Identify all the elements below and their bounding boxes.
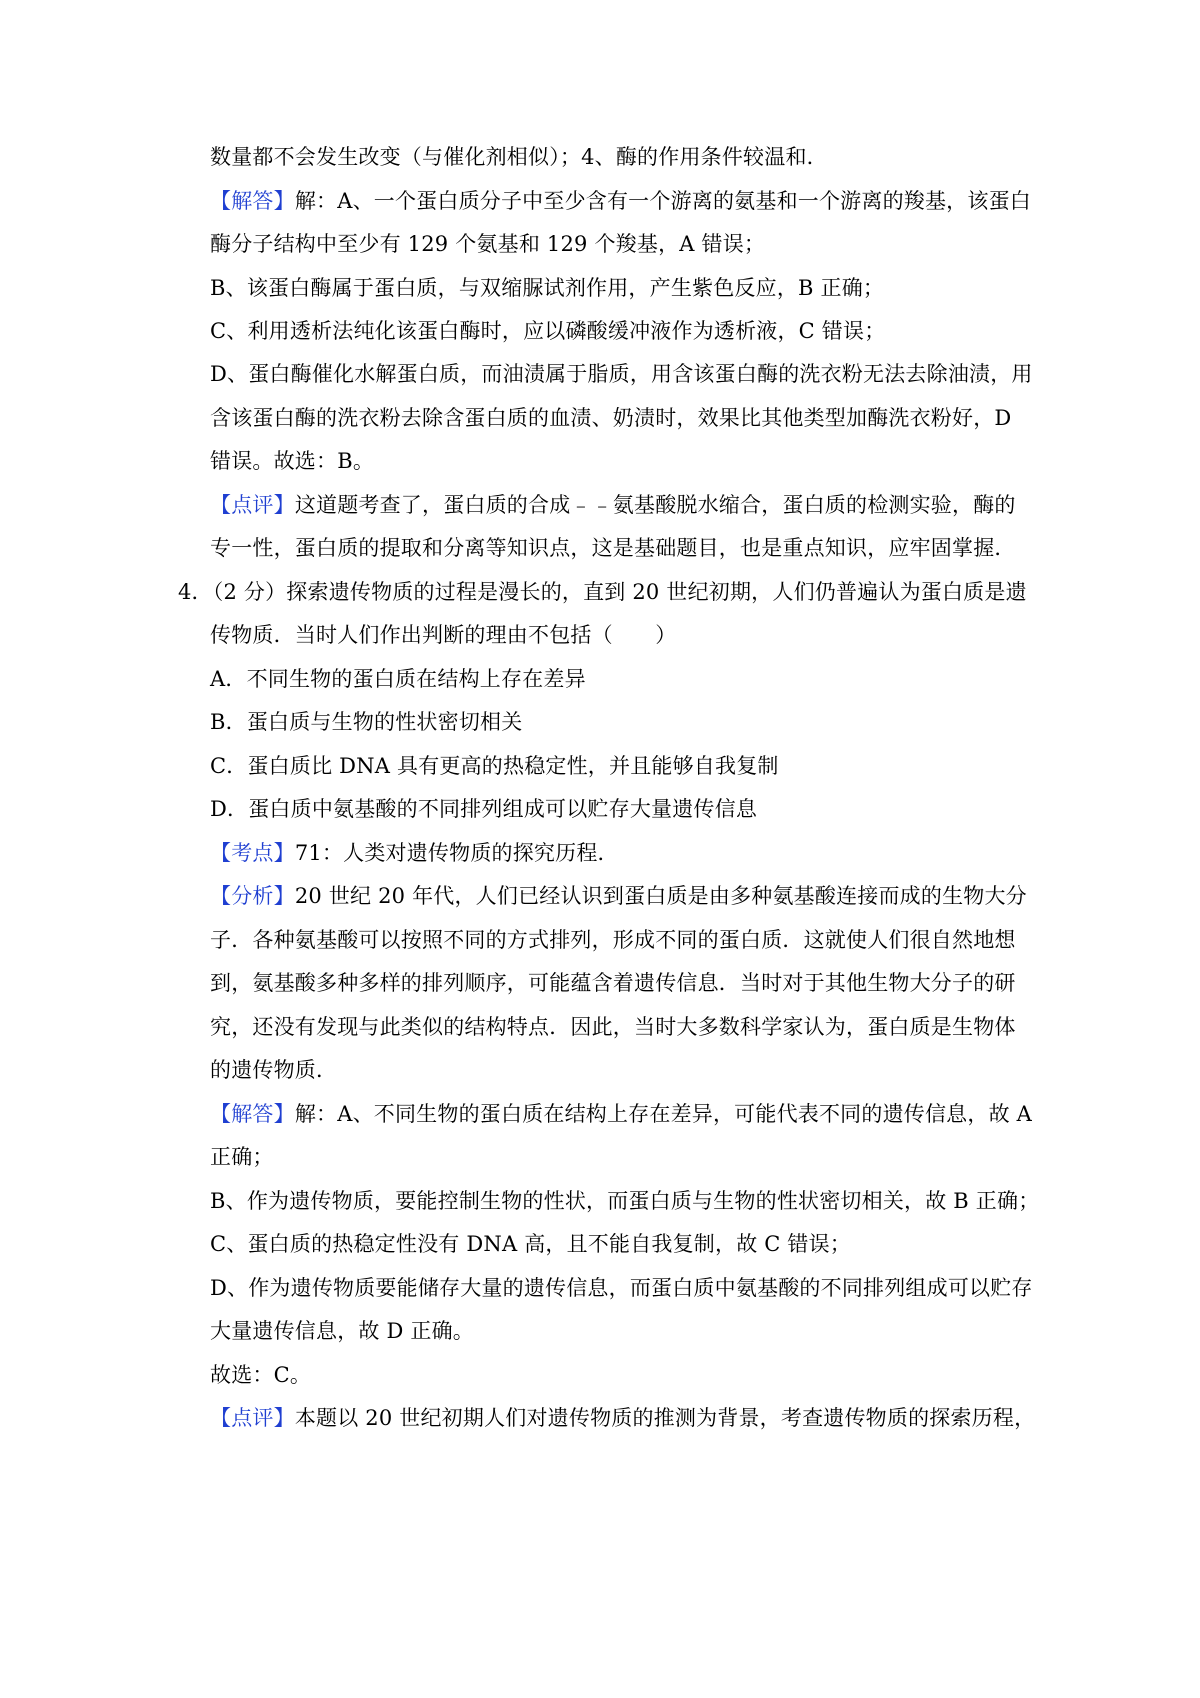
review-text-1: 本题以 20 世纪初期人们对遗传物质的推测为背景，考查遗传物质的探索历程， [294,1406,1036,1430]
prev-review-text-1: 这道题考查了，蛋白质的合成﹣﹣氨基酸脱水缩合，蛋白质的检测实验，酶的 [294,493,1016,517]
analysis-line-2: 子．各种氨基酸可以按照不同的方式排列，形成不同的蛋白质．这就使人们很自然地想 [210,928,1016,952]
prev-answer-text-1: 解：A、一个蛋白质分子中至少含有一个游离的氨基和一个游离的羧基，该蛋白 [294,189,1031,213]
prev-answer-line-1 [210,186,1030,216]
answer-tag: 【解答】 [210,189,295,213]
option-a: A．不同生物的蛋白质在结构上存在差异 [210,667,586,691]
answer-line-1 [210,1099,1033,1129]
answer-text-1: 解：A、不同生物的蛋白质在结构上存在差异，可能代表不同的遗传信息，故 A [294,1102,1033,1126]
kaodian-line [210,838,1030,868]
prev-review-line-2: 专一性，蛋白质的提取和分离等知识点，这是基础题目，也是重点知识，应牢固掌握． [210,536,1016,560]
option-b: B．蛋白质与生物的性状密切相关 [210,710,523,734]
answer-choice: 故选：C。 [210,1363,312,1387]
question-4-stem-line-2: 传物质．当时人们作出判断的理由不包括（ ） [210,623,677,647]
analysis-line-1 [210,881,1030,911]
prev-review-line-1 [210,490,1030,520]
option-c: C．蛋白质比 DNA 具有更高的热稳定性，并且能够自我复制 [210,754,779,778]
answer-b: B、作为遗传物质，要能控制生物的性状，而蛋白质与生物的性状密切相关，故 B 正确； [210,1189,1040,1213]
kaodian-text: 71：人类对遗传物质的探究历程． [294,841,619,865]
prev-answer-d-line-2: 含该蛋白酶的洗衣粉去除含蛋白质的血渍、奶渍时，效果比其他类型加酶洗衣粉好，D [210,406,1012,430]
analysis-line-3: 到，氨基酸多种多样的排列顺序，可能蕴含着遗传信息．当时对于其他生物大分子的研 [210,971,1016,995]
answer-line-2: 正确； [210,1145,274,1169]
review-tag: 【点评】 [210,493,295,517]
answer-tag-q4: 【解答】 [210,1102,295,1126]
prev-answer-d-line-1: D、蛋白酶催化水解蛋白质，而油渍属于脂质，用含该蛋白酶的洗衣粉无法去除油渍，用 [210,362,1033,386]
prev-answer-c: C、利用透析法纯化该蛋白酶时，应以磷酸缓冲液作为透析液，C 错误； [210,319,886,343]
review-line-1 [210,1403,1036,1433]
prev-answer-b: B、该蛋白酶属于蛋白质，与双缩脲试剂作用，产生紫色反应，B 正确； [210,276,885,300]
analysis-line-5: 的遗传物质． [210,1058,338,1082]
analysis-text-1: 20 世纪 20 年代，人们已经认识到蛋白质是由多种氨基酸连接而成的生物大分 [294,884,1027,908]
analysis-line-4: 究，还没有发现与此类似的结构特点．因此，当时大多数科学家认为，蛋白质是生物体 [210,1015,1016,1039]
option-d: D．蛋白质中氨基酸的不同排列组成可以贮存大量遗传信息 [210,797,758,821]
answer-d-line-1: D、作为遗传物质要能储存大量的遗传信息，而蛋白质中氨基酸的不同排列组成可以贮存 [210,1276,1033,1300]
review-tag-q4: 【点评】 [210,1406,295,1430]
answer-c: C、蛋白质的热稳定性没有 DNA 高，且不能自我复制，故 C 错误； [210,1232,852,1256]
question-4-stem-line-1: 4．（2 分）探索遗传物质的过程是漫长的，直到 20 世纪初期，人们仍普遍认为蛋白质是遗 [178,580,1027,604]
prev-answer-d-line-3: 错误。故选：B。 [210,449,375,473]
prev-analysis-continuation: 数量都不会发生改变（与催化剂相似）；4、酶的作用条件较温和． [210,145,828,169]
kaodian-tag: 【考点】 [210,841,295,865]
answer-d-line-2: 大量遗传信息，故 D 正确。 [210,1319,474,1343]
analysis-tag: 【分析】 [210,884,295,908]
prev-answer-line-2: 酶分子结构中至少有 129 个氨基和 129 个羧基，A 错误； [210,232,766,256]
